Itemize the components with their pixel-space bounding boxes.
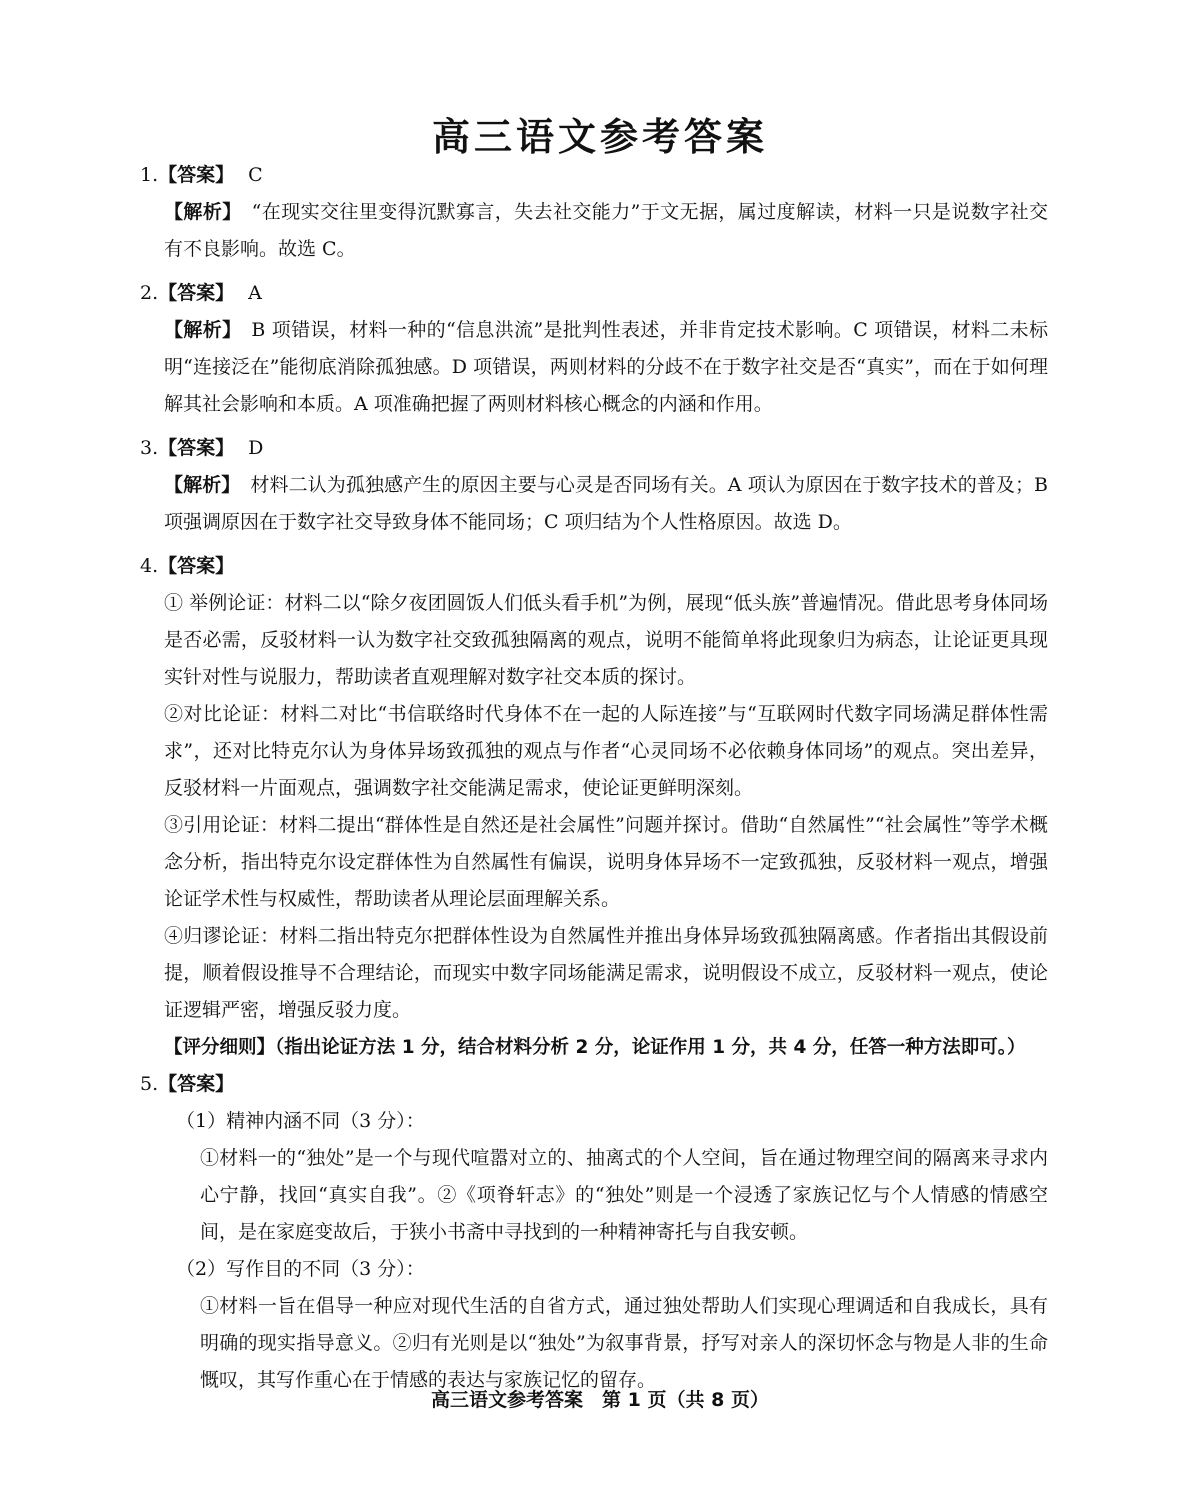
question-5-section-1-text: ①材料一的“独处”是一个与现代喧嚣对立的、抽离式的个人空间，旨在通过物理空间的隔离来寻求内心宁静，找回“真实自我”。②《项脊轩志》的“独处”则是一个浸透了家族记忆与个人情感的情感空间，是在家庭变故后，于狭小书斋中寻找到的一种精神寄托与自我安顿。 [200, 1147, 1048, 1243]
analysis-text: B 项错误，材料一种的“信息洪流”是批判性表述，并非肯定技术影响。C 项错误，材料二未标明“连接泛在”能彻底消除孤独感。D 项错误，两则材料的分歧不在于数字社交是否“真实”，而在于如何理解其社会影响和本质。A 项准确把握了两则材料核心概念的内涵和作用。 [164, 319, 1048, 415]
rule-tag: 【评分细则】 [164, 1037, 276, 1058]
question-4-point-4: ④归谬论证：材料二指出特克尔把群体性设为自然属性并推出身体异场致孤独隔离感。作者指出其假设前提，顺着假设推导不合理结论，而现实中数字同场能满足需求，说明假设不成立，反驳材料一观点，使论证逻辑严密，增强反驳力度。 [164, 925, 1048, 1021]
question-1-answer [140, 157, 1048, 194]
question-5-section-2-text: ①材料一旨在倡导一种应对现代生活的自省方式，通过独处帮助人们实现心理调适和自我成长，具有明确的现实指导意义。②归有光则是以“独处”为叙事背景，抒写对亲人的深切怀念与物是人非的生命慨叹，其写作重心在于情感的表达与家族记忆的留存。 [200, 1295, 1048, 1391]
answer-value: D [248, 437, 264, 459]
question-number: 4. [140, 555, 159, 577]
question-4-point-3: ③引用论证：材料二提出“群体性是自然还是社会属性”问题并探讨。借助“自然属性”“社会属性”等学术概念分析，指出特克尔设定群体性为自然属性有偏误，说明身体异场不一定致孤独，反驳材料一观点，增强论证学术性与权威性，帮助读者从理论层面理解关系。 [164, 814, 1048, 910]
question-number: 2. [140, 282, 159, 304]
question-3-analysis [164, 467, 1048, 541]
answer-value: A [248, 282, 262, 304]
analysis-text: 材料二认为孤独感产生的原因主要与心灵是否同场有关。A 项认为原因在于数字技术的普及；B 项强调原因在于数字社交导致身体不能同场；C 项归结为个人性格原因。故选 D。 [164, 474, 1048, 533]
question-number: 5. [140, 1073, 159, 1095]
answer-tag: 【答案】 [158, 1073, 235, 1095]
question-5-answer [140, 1066, 1048, 1103]
analysis-tag: 【解析】 [164, 201, 242, 223]
question-2-analysis [164, 312, 1048, 423]
page-title: 高三语文参考答案 [431, 115, 768, 159]
question-number: 3. [140, 437, 159, 459]
analysis-tag: 【解析】 [164, 474, 241, 496]
question-2-answer [140, 275, 1048, 312]
question-5-section-1-label: （1）精神内涵不同（3 分）： [176, 1110, 425, 1132]
question-5-section-2-label: （2）写作目的不同（3 分）： [176, 1258, 425, 1280]
analysis-text: “在现实交往里变得沉默寡言，失去社交能力”于文无据，属过度解读，材料一只是说数字社交有不良影响。故选 C。 [164, 201, 1048, 260]
question-1-analysis [164, 194, 1048, 268]
answer-tag: 【答案】 [158, 555, 235, 577]
answer-value: C [248, 164, 263, 186]
question-4-point-2: ②对比论证：材料二对比“书信联络时代身体不在一起的人际连接”与“互联网时代数字同场满足群体性需求”，还对比特克尔认为身体异场致孤独的观点与作者“心灵同场不必依赖身体同场”的观点。突出差异，反驳材料一片面观点，强调数字社交能满足需求，使论证更鲜明深刻。 [164, 703, 1048, 799]
answer-tag: 【答案】 [158, 164, 235, 186]
answer-content [140, 157, 1048, 1399]
question-4-answer [140, 548, 1048, 585]
answer-tag: 【答案】 [158, 282, 235, 304]
page-footer: 高三语文参考答案 第 1 页（共 8 页） [431, 1389, 769, 1411]
rule-text: （指出论证方法 1 分，结合材料分析 2 分，论证作用 1 分，共 4 分，任答一种方法即可。） [275, 1037, 1026, 1058]
question-4-point-1: ① 举例论证：材料二以“除夕夜团圆饭人们低头看手机”为例，展现“低头族”普遍情况。借此思考身体同场是否必需，反驳材料一认为数字社交致孤独隔离的观点，说明不能简单将此现象归为病态，让论证更具现实针对性与说服力，帮助读者直观理解对数字社交本质的探讨。 [164, 592, 1048, 688]
question-number: 1. [140, 164, 159, 186]
answer-tag: 【答案】 [158, 437, 235, 459]
scoring-rule [164, 1029, 1048, 1066]
question-3-answer [140, 430, 1048, 467]
analysis-tag: 【解析】 [164, 319, 242, 341]
